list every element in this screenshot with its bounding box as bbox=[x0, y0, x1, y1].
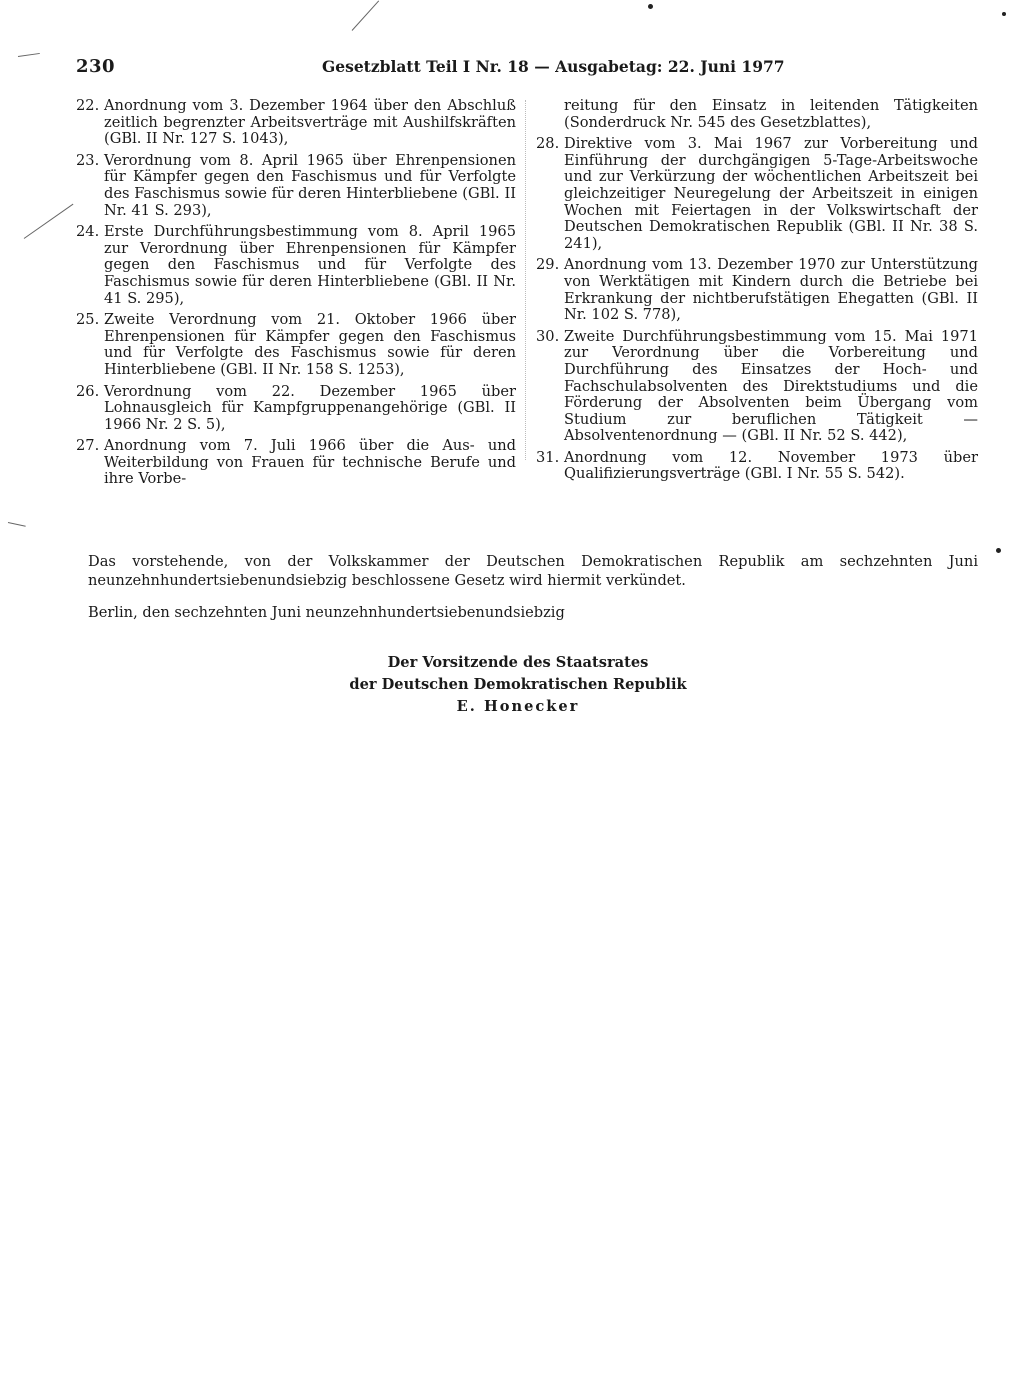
scan-mark bbox=[8, 522, 26, 527]
scan-speck bbox=[996, 548, 1001, 553]
item-number: 25. bbox=[76, 311, 100, 329]
scan-mark bbox=[24, 204, 74, 239]
item-text: Direktive vom 3. Mai 1967 zur Vorbereitung und Einführung der durchgängigen 5-Tage-Arbeitswoche und zur Verkürzung der wöchentlichen Arbeitszeit bei gleichzeitiger Neuregelung der Arbeitszeit in einigen Wochen mit Feiertagen in der Volkswirtschaft der Deutschen Demokratischen Republik (GBl. II Nr. 38 S. 241), bbox=[564, 135, 978, 252]
list-item bbox=[536, 450, 978, 483]
list-item bbox=[76, 153, 516, 219]
signature-block bbox=[300, 652, 736, 718]
right-column bbox=[536, 98, 978, 488]
item-number: 30. bbox=[536, 327, 560, 345]
item-number: 28. bbox=[536, 135, 560, 153]
list-item bbox=[536, 136, 978, 252]
list-item bbox=[76, 312, 516, 378]
column-divider bbox=[525, 100, 526, 460]
scan-mark bbox=[18, 53, 40, 57]
list-item bbox=[536, 329, 978, 445]
scan-speck bbox=[1002, 12, 1006, 16]
scan-mark bbox=[352, 0, 380, 30]
signatory-title: der Deutschen Demokratischen Republik bbox=[349, 676, 687, 693]
list-item bbox=[76, 438, 516, 488]
left-column bbox=[76, 98, 516, 493]
place-date: Berlin, den sechzehnten Juni neunzehnhundertsiebenundsiebzig bbox=[88, 604, 565, 621]
scan-speck bbox=[648, 4, 653, 9]
item-text: Anordnung vom 13. Dezember 1970 zur Unterstützung von Werktätigen mit Kindern durch die Betriebe bei Erkrankung der nichtberufstätigen Ehegatten (GBl. II Nr. 102 S. 778), bbox=[564, 256, 978, 324]
running-head: Gesetzblatt Teil I Nr. 18 — Ausgabetag: 22. Juni 1977 bbox=[322, 57, 785, 76]
item-number: 27. bbox=[76, 437, 100, 455]
list-item bbox=[76, 98, 516, 148]
signatory-name: E. Honecker bbox=[456, 698, 580, 715]
promulgation-text: Das vorstehende, von der Volkskammer der Deutschen Demokratischen Republik am sechzehnten Juni neunzehnhundertsiebenundsiebzig beschlossene Gesetz wird hiermit verkündet. bbox=[88, 553, 978, 589]
item-text: Zweite Durchführungsbestimmung vom 15. Mai 1971 zur Verordnung über die Vorbereitung und Durchführung des Einsatzes der Hoch- und Fachschulabsolventen des Direktstudiums und die Förderung der Absolventen beim Übergang vom Studium zur beruflichen Tätigkeit — Absolventenordnung — (GBl. II Nr. 52 S. 442), bbox=[564, 327, 978, 445]
item-number: 29. bbox=[536, 256, 560, 274]
item-text: Zweite Verordnung vom 21. Oktober 1966 über Ehrenpensionen für Kämpfer gegen den Faschismus und für Verfolgte des Faschismus sowie für deren Hinterbliebene (GBl. II Nr. 158 S. 1253), bbox=[104, 311, 516, 378]
list-item bbox=[76, 224, 516, 307]
item-text: Verordnung vom 22. Dezember 1965 über Lohnausgleich für Kampfgruppenangehörige (GBl. II 1966 Nr. 2 S. 5), bbox=[104, 382, 516, 433]
list-item bbox=[536, 257, 978, 323]
page-number: 230 bbox=[76, 56, 116, 77]
item-number: 31. bbox=[536, 448, 560, 466]
item-continuation: reitung für den Einsatz in leitenden Tätigkeiten (Sonderdruck Nr. 545 des Gesetzblattes), bbox=[564, 97, 978, 131]
item-text: Anordnung vom 7. Juli 1966 über die Aus- und Weiterbildung von Frauen für technische Berufe und ihre Vorbe- bbox=[104, 437, 516, 488]
item-number: 24. bbox=[76, 223, 100, 241]
item-text: Erste Durchführungsbestimmung vom 8. April 1965 zur Verordnung über Ehrenpensionen für Kämpfer gegen den Faschismus und für Verfolgte des Faschismus sowie für deren Hinterbliebene (GBl. II Nr. 41 S. 295), bbox=[104, 223, 516, 307]
item-text: Anordnung vom 3. Dezember 1964 über den Abschluß zeitlich begrenzter Arbeitsverträge mit Aushilfskräften (GBl. II Nr. 127 S. 1043), bbox=[104, 97, 516, 148]
list-item bbox=[76, 384, 516, 434]
signatory-title: Der Vorsitzende des Staatsrates bbox=[387, 654, 649, 671]
item-number: 26. bbox=[76, 382, 100, 400]
item-number: 22. bbox=[76, 97, 100, 114]
item-number: 23. bbox=[76, 151, 100, 169]
item-text: Anordnung vom 12. November 1973 über Qualifizierungsverträge (GBl. I Nr. 55 S. 542). bbox=[564, 448, 978, 483]
item-text: Verordnung vom 8. April 1965 über Ehrenpensionen für Kämpfer gegen den Faschismus und für Verfolgte des Faschismus sowie für deren Hinterbliebene (GBl. II Nr. 41 S. 293), bbox=[104, 151, 516, 219]
